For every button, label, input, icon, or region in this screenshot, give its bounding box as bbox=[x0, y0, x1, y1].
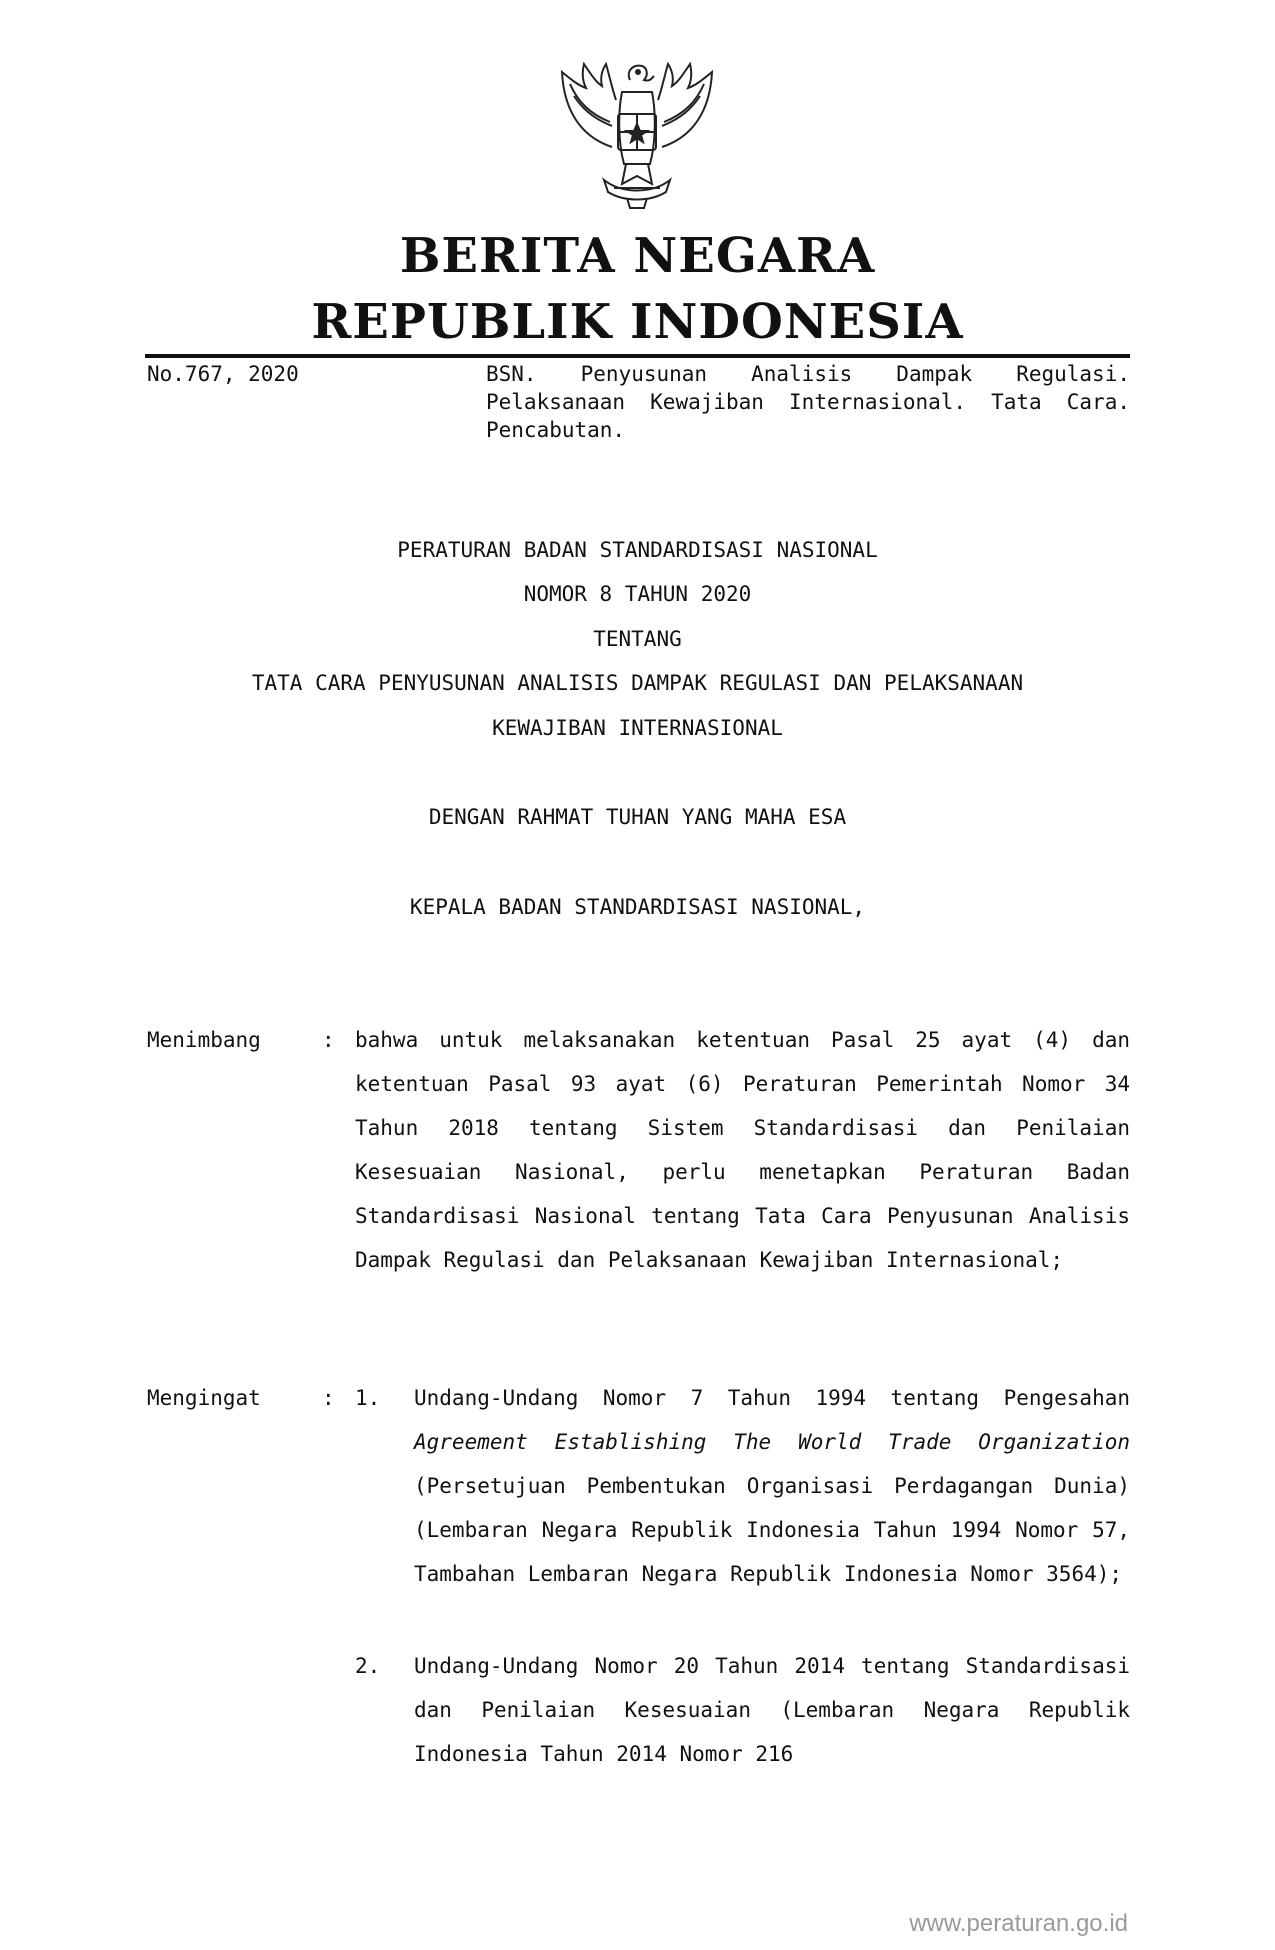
regulation-number: NOMOR 8 TAHUN 2020 bbox=[523, 582, 752, 606]
regulation-about: TENTANG bbox=[593, 627, 682, 651]
regulation-subject-line1: TATA CARA PENYUSUNAN ANALISIS DAMPAK REGULASI DAN PELAKSANAAN bbox=[251, 671, 1024, 695]
mengingat-item-text-end: (Persetujuan Pembentukan Organisasi Perdagangan Dunia) (Lembaran Negara Republik Indonesia Tahun 1994 Nomor 57, Tambahan Lembaran Negara Republik Indonesia Nomor 3564); bbox=[414, 1474, 1130, 1586]
regulation-title: PERATURAN BADAN STANDARDISASI NASIONAL bbox=[397, 538, 878, 562]
menimbang-text: bahwa untuk melaksanakan ketentuan Pasal 25 ayat (4) dan ketentuan Pasal 93 ayat (6) Peraturan Pemerintah Nomor 34 Tahun 2018 tentang Sistem Standardisasi dan Penilaian Kesesuaian Nasional, perlu menetapkan Peraturan Badan Standardisasi Nasional tentang Tata Cara Penyusunan Analisis Dampak Regulasi dan Pelaksanaan Kewajiban Internasional; bbox=[355, 1028, 1130, 1272]
mengingat-item bbox=[414, 1376, 1130, 1596]
mengingat-item-number: 2. bbox=[355, 1654, 381, 1678]
menimbang-colon: : bbox=[322, 1028, 335, 1052]
mengingat-item: Undang-Undang Nomor 20 Tahun 2014 tentang Standardisasi dan Penilaian Kesesuaian (Lembaran Negara Republik Indonesia Tahun 2014 Nomor 216 bbox=[414, 1654, 1130, 1766]
garuda-emblem-icon bbox=[552, 52, 722, 212]
gazette-summary: BSN. Penyusunan Analisis Dampak Regulasi. Pelaksanaan Kewajiban Internasional. Tata Cara. Pencabutan. bbox=[486, 362, 1130, 442]
mengingat-colon: : bbox=[322, 1386, 335, 1410]
menimbang-label: Menimbang bbox=[147, 1028, 261, 1052]
footer-url[interactable]: www.peraturan.go.id bbox=[909, 1910, 1128, 1937]
mengingat-item-number: 1. bbox=[355, 1386, 381, 1410]
masthead-subtitle: REPUBLIK INDONESIA bbox=[311, 294, 964, 350]
masthead-divider bbox=[145, 354, 1130, 358]
mengingat-item-text: Undang-Undang Nomor 7 Tahun 1994 tentang Pengesahan bbox=[414, 1386, 1130, 1410]
mengingat-item-italic: Agreement Establishing The World Trade Organization bbox=[414, 1430, 1130, 1454]
regulation-subject-line2: KEWAJIBAN INTERNASIONAL bbox=[492, 716, 783, 740]
mengingat-label: Mengingat bbox=[147, 1386, 261, 1410]
gazette-number: No.767, 2020 bbox=[147, 362, 299, 386]
blessing: DENGAN RAHMAT TUHAN YANG MAHA ESA bbox=[428, 805, 847, 829]
masthead-title: BERITA NEGARA bbox=[399, 228, 876, 284]
authority: KEPALA BADAN STANDARDISASI NASIONAL, bbox=[409, 895, 866, 919]
